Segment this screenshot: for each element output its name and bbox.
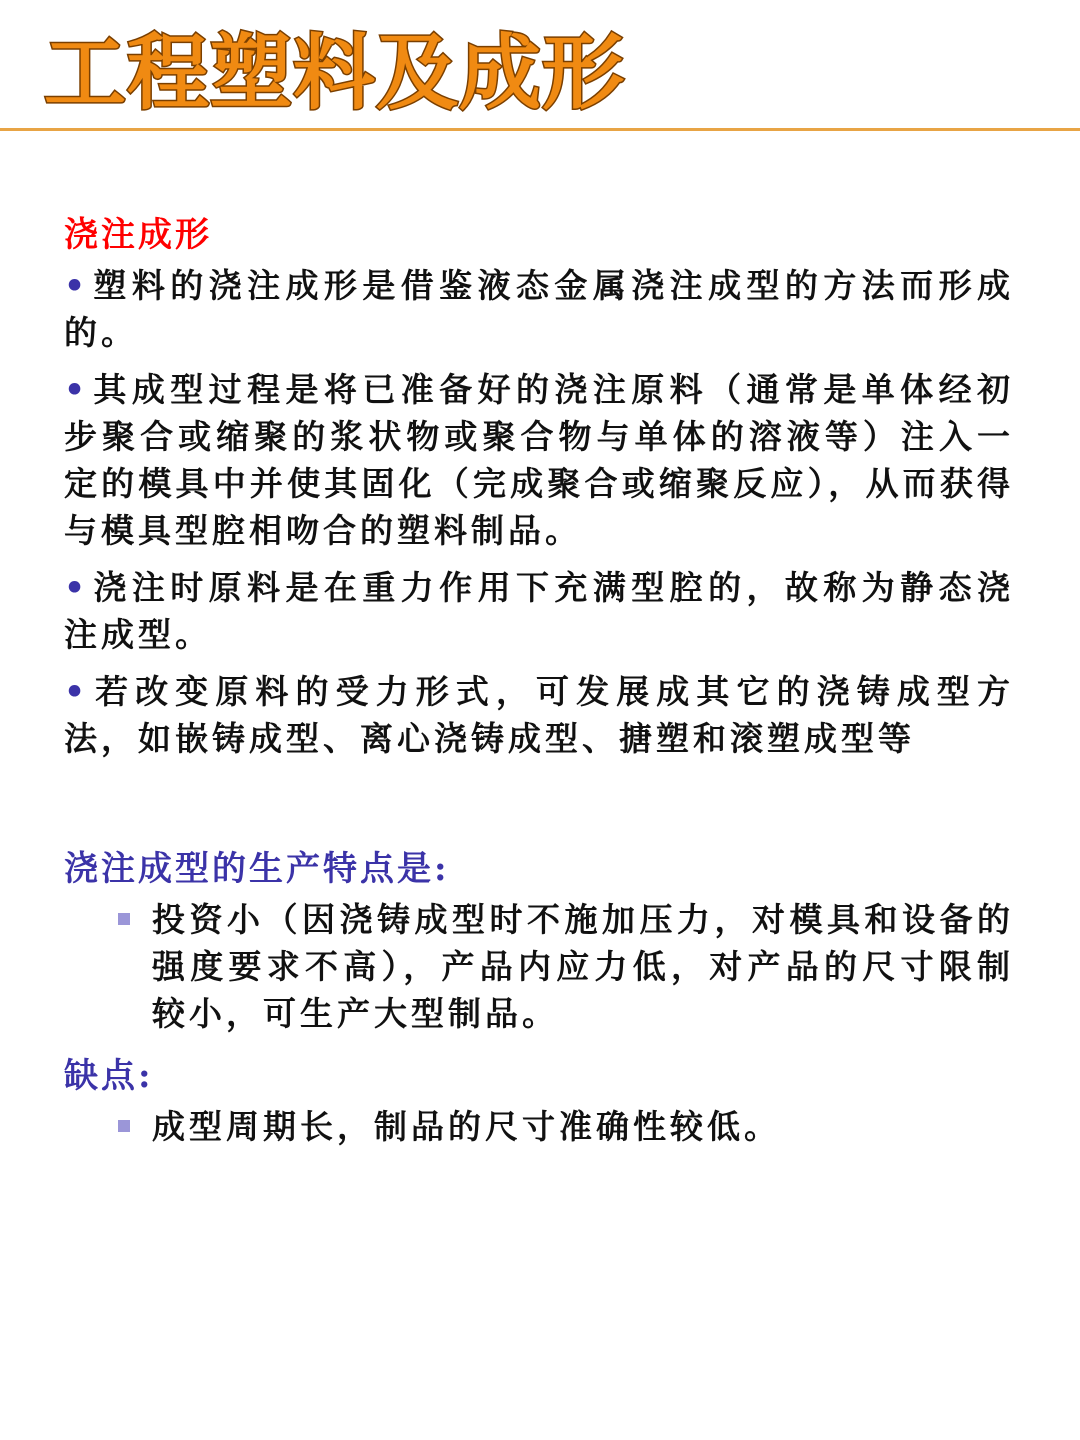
list-item-text: 成型周期长，制品的尺寸准确性较低。 — [152, 1107, 781, 1146]
square-bullet-icon — [118, 1120, 130, 1132]
header-divider — [0, 128, 1080, 131]
list-item — [64, 262, 1014, 356]
page-title: 工程塑料及成形 — [44, 26, 626, 121]
bullet-dot-icon: • — [64, 672, 90, 711]
features-list — [64, 896, 1014, 1037]
content-body — [64, 208, 1014, 1158]
bullet-dot-icon: • — [64, 266, 90, 305]
square-bullet-icon — [118, 913, 130, 925]
list-item-text: 投资小（因浇铸成型时不施加压力，对模具和设备的强度要求不高），产品内应力低，对产品的尺寸限制较小，可生产大型制品。 — [152, 900, 1014, 1033]
list-item — [64, 1103, 1014, 1150]
section-heading-casting: 浇注成形 — [64, 215, 212, 255]
list-item-text: 若改变原料的受力形式，可发展成其它的浇铸成型方法，如嵌铸成型、离心浇铸成型、搪塑和滚塑成型等 — [64, 672, 1014, 758]
list-item-text: 浇注时原料是在重力作用下充满型腔的，故称为静态浇注成型。 — [64, 568, 1014, 654]
drawbacks-list — [64, 1103, 1014, 1150]
list-item — [64, 668, 1014, 762]
list-item-text: 其成型过程是将已准备好的浇注原料（通常是单体经初步聚合或缩聚的浆状物或聚合物与单体的溶液等）注入一定的模具中并使其固化（完成聚合或缩聚反应），从而获得与模具型腔相吻合的塑料制品。 — [64, 370, 1014, 550]
page-header — [0, 0, 1080, 132]
list-item — [64, 366, 1014, 554]
bullet-dot-icon: • — [64, 568, 90, 607]
casting-bullet-list — [64, 262, 1014, 762]
bullet-dot-icon: • — [64, 370, 90, 409]
list-item — [64, 896, 1014, 1037]
section-spacer — [64, 772, 1014, 842]
section-heading-features: 浇注成型的生产特点是: — [64, 849, 450, 889]
list-item — [64, 564, 1014, 658]
list-item-text: 塑料的浇注成形是借鉴液态金属浇注成型的方法而形成的。 — [64, 266, 1014, 352]
section-heading-drawbacks: 缺点: — [64, 1056, 154, 1096]
